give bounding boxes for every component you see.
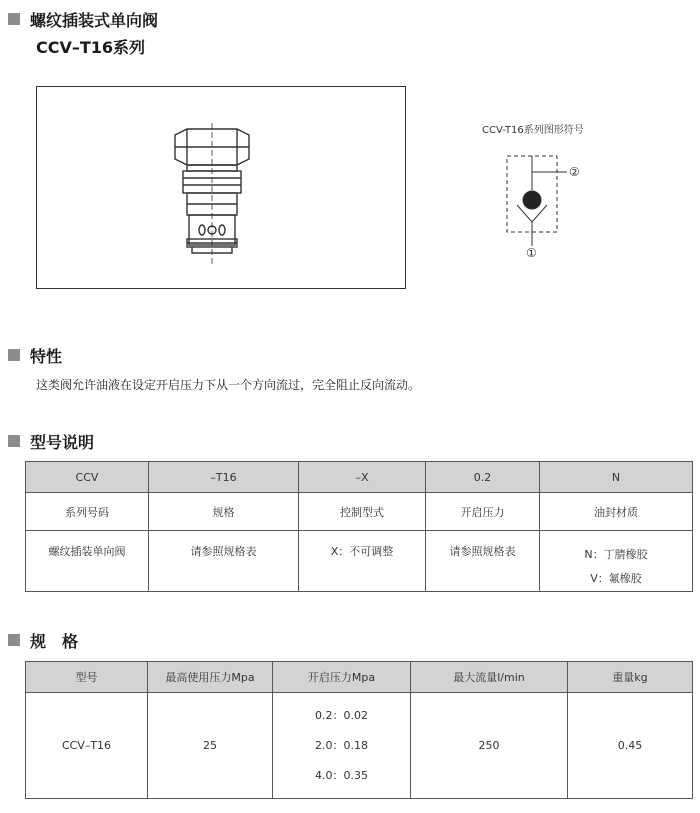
table-header-cell: 重量kg [568, 662, 693, 693]
product-image-frame [36, 86, 406, 289]
table-row [26, 531, 693, 592]
table-header-cell: 最大流量l/min [411, 662, 568, 693]
table-cell: CCV–T16 [26, 693, 148, 799]
table-cell: 开启压力 [426, 493, 540, 531]
seal-option: V：氟橡胶 [590, 572, 642, 585]
table-header-cell: 开启压力Mpa [273, 662, 411, 693]
cracking-pressure-cell [273, 693, 411, 799]
page-subtitle: CCV–T16系列 [36, 38, 146, 57]
table-header-cell: 0.2 [426, 462, 540, 493]
valve-drawing [37, 87, 407, 290]
check-valve-symbol [495, 150, 605, 260]
table-header-cell: 最高使用压力Mpa [148, 662, 273, 693]
table-row [26, 493, 693, 531]
section-marker [8, 435, 20, 447]
symbol-caption: CCV-T16系列图形符号 [482, 125, 584, 136]
table-header-cell: 型号 [26, 662, 148, 693]
table-row [26, 693, 693, 799]
spec-table [25, 661, 693, 799]
model-heading: 型号说明 [30, 433, 95, 452]
table-cell: 控制型式 [299, 493, 426, 531]
section-marker [8, 13, 20, 25]
section-marker [8, 349, 20, 361]
section-marker [8, 634, 20, 646]
seal-material-cell [540, 531, 693, 592]
table-header-cell: –X [299, 462, 426, 493]
model-code-table [25, 461, 693, 592]
features-text: 这类阀允许油液在设定开启压力下从一个方向流过，完全阻止反向流动。 [36, 378, 421, 392]
seal-option: N：丁腈橡胶 [584, 548, 648, 561]
table-cell: 请参照规格表 [149, 531, 299, 592]
table-header-row [26, 462, 693, 493]
port-2-label: ② [569, 165, 580, 179]
cracking-value: 4.0：0.35 [315, 768, 368, 782]
page-title: 螺纹插装式单向阀 [30, 11, 159, 30]
features-heading: 特性 [30, 347, 63, 366]
table-header-cell: N [540, 462, 693, 493]
table-cell: 螺纹插装单向阀 [26, 531, 149, 592]
table-cell: 油封材质 [540, 493, 693, 531]
table-header-row [26, 662, 693, 693]
table-cell: 25 [148, 693, 273, 799]
spec-heading: 规 格 [30, 632, 79, 651]
table-cell: 规格 [149, 493, 299, 531]
table-cell: X：不可调整 [299, 531, 426, 592]
table-header-cell: CCV [26, 462, 149, 493]
cracking-value: 2.0：0.18 [315, 738, 368, 752]
table-cell: 0.45 [568, 693, 693, 799]
table-cell: 250 [411, 693, 568, 799]
port-1-label: ① [526, 246, 537, 260]
cracking-value: 0.2：0.02 [315, 708, 368, 722]
table-header-cell: –T16 [149, 462, 299, 493]
table-cell: 请参照规格表 [426, 531, 540, 592]
table-cell: 系列号码 [26, 493, 149, 531]
